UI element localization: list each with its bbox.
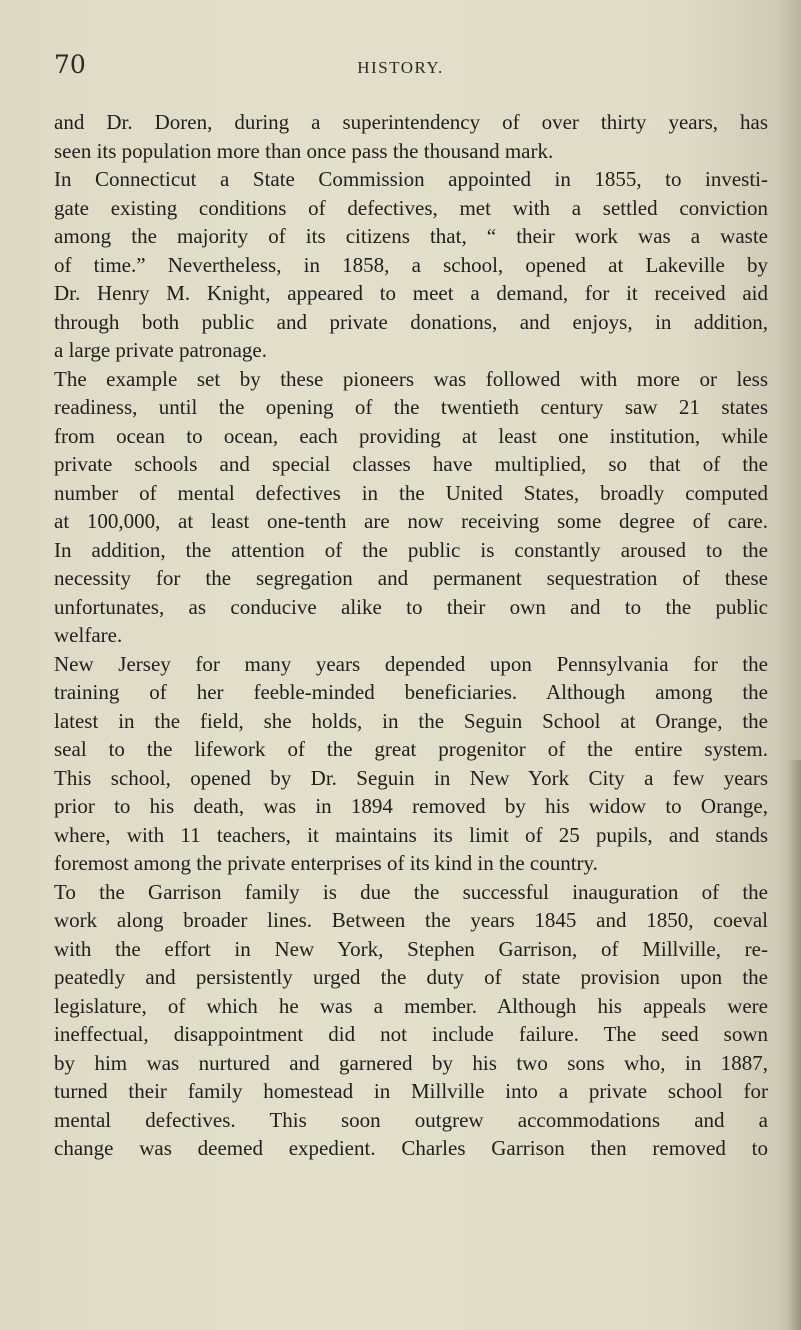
text-line: from ocean to ocean, each providing at least one institution, while: [54, 423, 768, 448]
text-line: To the Garrison family is due the successful inauguration of the: [54, 879, 768, 904]
body-text: [54, 108, 768, 1163]
paragraph: [54, 365, 768, 650]
text-line: latest in the field, she holds, in the Seguin School at Orange, the: [54, 708, 768, 733]
text-line: private schools and special classes have multiplied, so that of the: [54, 452, 768, 476]
text-line: turned their family homestead in Millville into a private school for: [54, 1079, 768, 1103]
text-line: at 100,000, at least one-tenth are now receiving some degree of care.: [54, 509, 768, 533]
text-line: readiness, until the opening of the twentieth century saw 21 states: [54, 395, 768, 419]
text-line: New Jersey for many years depended upon Pennsylvania for the: [54, 651, 768, 676]
text-line: The example set by these pioneers was followed with more or less: [54, 366, 768, 391]
paragraph: [54, 165, 768, 365]
paragraph: [54, 878, 768, 1163]
paragraph: [54, 650, 768, 878]
paragraph: [54, 108, 768, 165]
text-line: mental defectives. This soon outgrew accommodations and a: [54, 1107, 768, 1132]
text-line: foremost among the private enterprises of its kind in the country.: [54, 851, 598, 875]
text-line: through both public and private donations, and enjoys, in addition,: [54, 309, 768, 334]
text-line: with the effort in New York, Stephen Garrison, of Millville, re-: [54, 936, 768, 961]
text-line: number of mental defectives in the United States, broadly computed: [54, 480, 768, 505]
page-edge-shadow: [787, 760, 801, 1330]
text-line: training of her feeble-minded beneficiaries. Although among the: [54, 680, 768, 704]
page-number: 70: [54, 50, 86, 79]
text-line: work along broader lines. Between the years 1845 and 1850, coeval: [54, 908, 768, 932]
text-line: ineffectual, disappointment did not include failure. The seed sown: [54, 1022, 768, 1046]
text-line: unfortunates, as conducive alike to their own and to the public: [54, 594, 768, 619]
text-line: seen its population more than once pass the thousand mark.: [54, 138, 554, 163]
text-line: prior to his death, was in 1894 removed by his widow to Orange,: [54, 794, 768, 818]
text-line: legislature, of which he was a member. Although his appeals were: [54, 993, 768, 1018]
text-line: This school, opened by Dr. Seguin in New York City a few years: [54, 765, 768, 790]
text-line: by him was nurtured and garnered by his two sons who, in 1887,: [54, 1050, 768, 1075]
text-line: of time.” Nevertheless, in 1858, a school, opened at Lakeville by: [54, 252, 768, 277]
text-line: In addition, the attention of the public is constantly aroused to the: [54, 537, 768, 562]
text-line: change was deemed expedient. Charles Garrison then removed to: [54, 1136, 768, 1160]
text-line: In Connecticut a State Commission appointed in 1855, to investi-: [54, 167, 768, 191]
text-line: welfare.: [54, 623, 123, 647]
text-line: and Dr. Doren, during a superintendency of over thirty years, has: [54, 110, 768, 134]
text-line: gate existing conditions of defectives, met with a settled conviction: [54, 195, 768, 220]
text-line: a large private patronage.: [54, 338, 268, 362]
text-line: Dr. Henry M. Knight, appeared to meet a demand, for it received aid: [54, 281, 768, 305]
text-line: peatedly and persistently urged the duty of state provision upon the: [54, 965, 768, 989]
running-head: HISTORY.: [357, 58, 444, 77]
text-line: seal to the lifework of the great progenitor of the entire system.: [54, 737, 768, 761]
text-line: necessity for the segregation and permanent sequestration of these: [54, 566, 768, 590]
text-line: where, with 11 teachers, it maintains its limit of 25 pupils, and stands: [54, 822, 768, 847]
text-line: among the majority of its citizens that, “ their work was a waste: [54, 224, 768, 248]
